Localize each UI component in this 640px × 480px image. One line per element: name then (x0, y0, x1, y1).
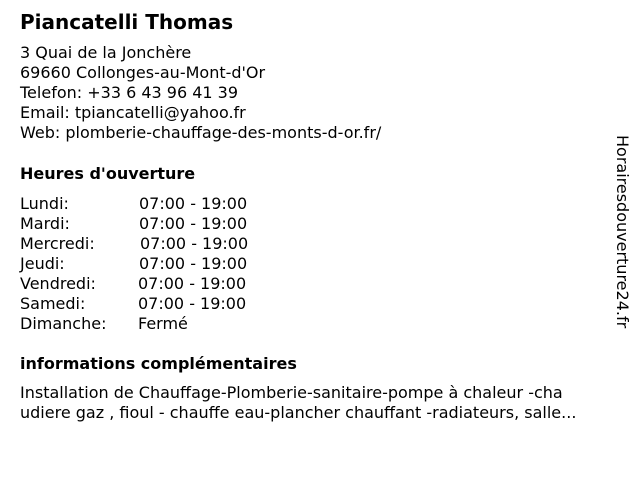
day-hours: 07:00 - 19:00 (138, 294, 247, 313)
additional-info-heading: informations complémentaires (20, 354, 297, 373)
day-label: Dimanche: (20, 314, 107, 333)
day-label: Mercredi: (20, 234, 95, 253)
day-label: Jeudi: (20, 254, 65, 273)
day-hours: 07:00 - 19:00 (139, 214, 248, 233)
site-watermark: Horairesdouverture24.fr (613, 135, 632, 329)
phone-line[interactable]: Telefon: +33 6 43 96 41 39 (20, 83, 239, 102)
postal-city: 69660 Collonges-au-Mont-d'Or (20, 63, 266, 82)
opening-hours-heading: Heures d'ouverture (20, 164, 196, 183)
website-line[interactable]: Web: plomberie-chauffage-des-monts-d-or.fr/ (20, 123, 382, 142)
day-label: Mardi: (20, 214, 70, 233)
business-name: Piancatelli Thomas (20, 10, 234, 34)
day-hours: 07:00 - 19:00 (138, 274, 247, 293)
street-address: 3 Quai de la Jonchère (20, 43, 192, 62)
contact-block (20, 43, 381, 143)
day-hours: 07:00 - 19:00 (139, 254, 248, 273)
day-label: Vendredi: (20, 274, 96, 293)
day-label: Lundi: (20, 194, 69, 213)
day-hours: 07:00 - 19:00 (140, 234, 249, 253)
info-line: Installation de Chauffage-Plomberie-sanitaire-pompe à chaleur -cha (20, 383, 563, 402)
day-hours: Fermé (138, 314, 188, 333)
day-label: Samedi: (20, 294, 86, 313)
email-line[interactable]: Email: tpiancatelli@yahoo.fr (20, 103, 246, 122)
info-line: udiere gaz , fioul - chauffe eau-plancher chauffant -radiateurs, salle... (20, 403, 577, 422)
additional-info-text (20, 383, 630, 423)
day-hours: 07:00 - 19:00 (139, 194, 248, 213)
